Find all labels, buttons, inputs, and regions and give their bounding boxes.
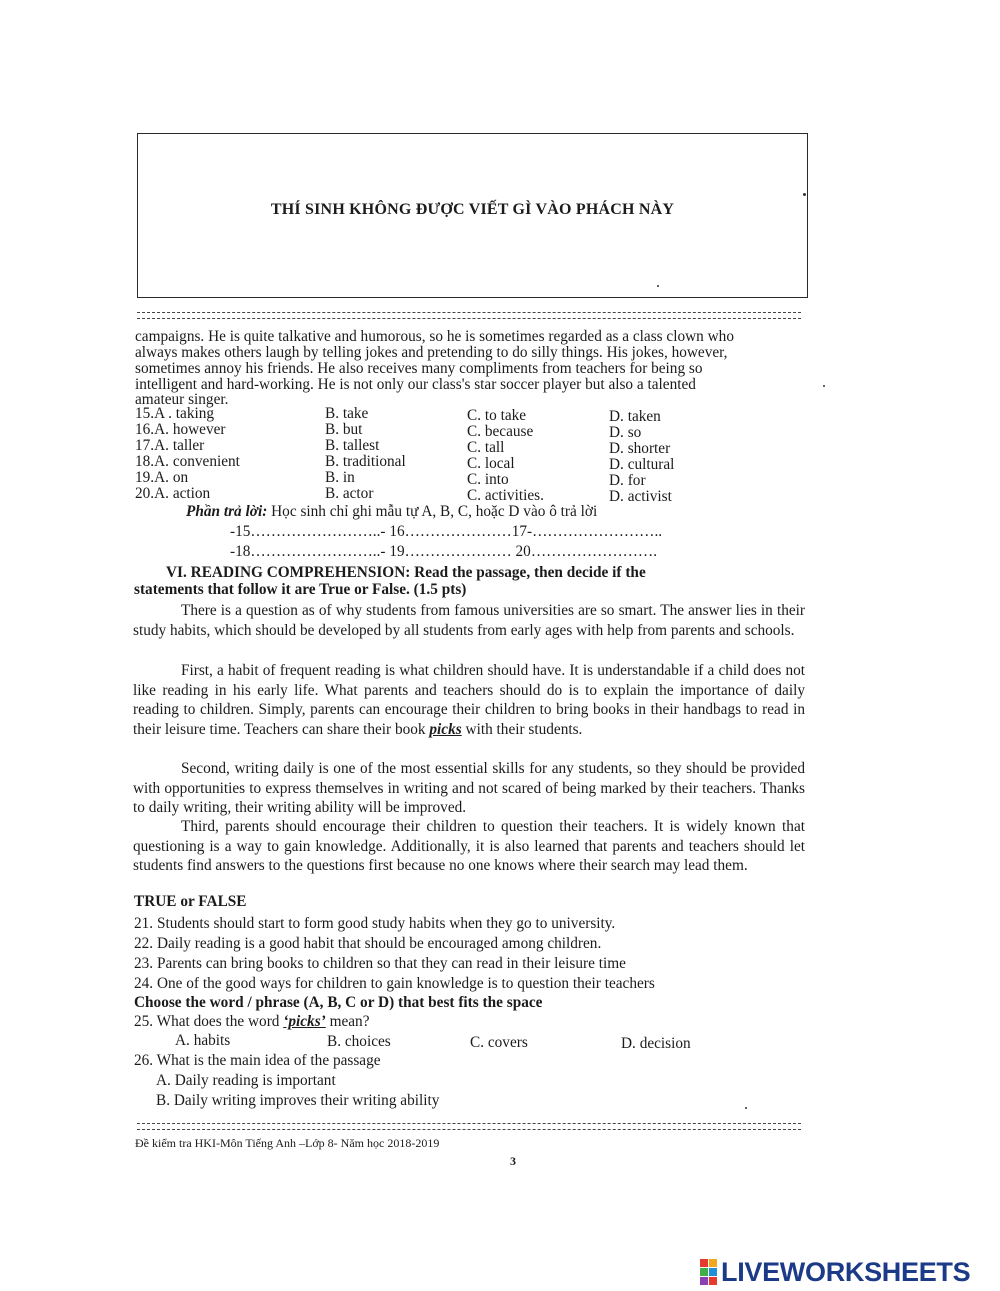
paragraph-text: with their students. [461, 720, 583, 738]
reading-paragraph-2 [133, 661, 805, 739]
tf-statement-22: 22. Daily reading is a good habit that should be encouraged among children. [134, 935, 602, 952]
answer-label: Phần trả lời: [186, 503, 268, 520]
option-b: B. traditional [325, 453, 406, 470]
liveworksheets-brand: LIVEWORKSHEETS [721, 1256, 971, 1287]
scan-speck [803, 193, 806, 196]
option-c: C. because [467, 423, 534, 440]
option-a: 15.A . taking [135, 405, 215, 422]
q26-option-a: A. Daily reading is important [156, 1072, 336, 1089]
logo-square [709, 1268, 717, 1276]
passage-line: always makes others laugh by telling jokes and pretending to do silly things. His jokes, however, [135, 344, 728, 361]
true-false-heading: TRUE or FALSE [134, 893, 247, 910]
logo-square [700, 1259, 708, 1267]
reading-paragraph-4: Third, parents should encourage their children to question their teachers. It is widely known that questioning is a way to gain knowledge. Additionally, it is also learned that parents and teachers should let students find answers to the questions first because no one knows where their search may lead them. [133, 818, 805, 874]
option-d: D. for [609, 472, 646, 489]
q25-option-a: A. habits [175, 1032, 231, 1049]
option-c: C. local [467, 455, 515, 472]
phach-notice: THÍ SINH KHÔNG ĐƯỢC VIẾT GÌ VÀO PHÁCH NÀY [270, 201, 675, 218]
passage-line: campaigns. He is quite talkative and humorous, so he is sometimes regarded as a class clown who [135, 328, 734, 345]
scan-speck [657, 285, 659, 287]
option-b: B. but [325, 421, 363, 438]
scan-speck [823, 385, 825, 387]
reading-heading: VI. READING COMPREHENSION: Read the passage, then decide if the [166, 564, 646, 581]
mc-heading: Choose the word / phrase (A, B, C or D) that best fits the space [134, 994, 543, 1011]
q25-option-c: C. covers [470, 1034, 528, 1051]
q25-option-b: B. choices [327, 1033, 391, 1050]
option-a: 18.A. convenient [135, 453, 240, 470]
question-25-word: ‘picks’ [283, 1013, 326, 1030]
option-c: C. into [467, 471, 509, 488]
passage-line: intelligent and hard-working. He is not only our class's star soccer player but also a talented [135, 376, 696, 393]
passage-line: amateur singer. [135, 391, 229, 408]
paragraph-text: First, a habit of frequent reading is what children should have. It is understandable if a child does not like reading in his early life. What parents and teachers should do is to explain the importance of daily reading to children. Simply, parents can encourage their children to bring books in their handbags to read in their leisure time. Teachers can share their book [133, 662, 805, 738]
option-a: 17.A. taller [135, 437, 205, 454]
answer-instruction-text: Học sinh chỉ ghi mẫu tự A, B, C, hoặc D vào ô trả lời [267, 503, 598, 520]
reading-paragraph-3: Second, writing daily is one of the most essential skills for any students, so they should be provided with opportunities to express themselves in writing and not scared of being marked by their teachers. Thanks to daily writing, their writing ability will be improved. [133, 760, 805, 816]
phach-box [137, 133, 808, 298]
reading-heading-cont: statements that follow it are True or False. (1.5 pts) [134, 581, 467, 598]
option-d: D. activist [609, 488, 672, 505]
option-a: 19.A. on [135, 469, 189, 486]
option-a: 20.A. action [135, 485, 211, 502]
option-a: 16.A. however [135, 421, 226, 438]
scan-speck [745, 1107, 747, 1109]
page-number: 3 [510, 1154, 516, 1168]
liveworksheets-icon [700, 1259, 717, 1285]
passage-line: sometimes annoy his friends. He also receives many compliments from teachers for being so [135, 360, 703, 377]
option-b: B. actor [325, 485, 374, 502]
highlighted-word-picks: picks [429, 720, 462, 738]
option-d: D. cultural [609, 456, 675, 473]
answer-row-15-17[interactable]: -15……………………..- 16…………………17-…………………….. [230, 523, 663, 540]
tf-statement-21: 21. Students should start to form good study habits when they go to university. [134, 915, 616, 932]
option-b: B. tallest [325, 437, 380, 454]
question-25-text: mean? [325, 1013, 370, 1030]
logo-square [709, 1277, 717, 1285]
question-25 [134, 1013, 370, 1031]
liveworksheets-logo [700, 1257, 970, 1287]
option-b: B. in [325, 469, 355, 486]
option-d: D. taken [609, 408, 661, 425]
answer-instruction [186, 503, 597, 521]
tf-statement-23: 23. Parents can bring books to children so that they can read in their leisure time [134, 955, 626, 972]
option-b: B. take [325, 405, 369, 422]
top-double-rule [137, 312, 801, 319]
reading-paragraph-1: There is a question as of why students from famous universities are so smart. The answer lies in their study habits, which should be developed by all students from early ages with help from parents and schools. [133, 602, 805, 639]
answer-row-18-20[interactable]: -18……………………..- 19………………… 20……………………. [230, 543, 658, 560]
option-c: C. to take [467, 407, 527, 424]
option-c: C. tall [467, 439, 505, 456]
logo-square [700, 1277, 708, 1285]
logo-square [700, 1268, 708, 1276]
question-26: 26. What is the main idea of the passage [134, 1052, 381, 1069]
q25-option-d: D. decision [621, 1035, 691, 1052]
q26-option-b: B. Daily writing improves their writing ability [156, 1092, 440, 1109]
logo-square [709, 1259, 717, 1267]
option-c: C. activities. [467, 487, 544, 504]
option-d: D. so [609, 424, 642, 441]
option-d: D. shorter [609, 440, 671, 457]
question-25-text: 25. What does the word [134, 1013, 284, 1030]
bottom-double-rule [137, 1123, 801, 1130]
footer-text: Đề kiểm tra HKI-Môn Tiếng Anh –Lớp 8- Năm học 2018-2019 [135, 1136, 440, 1150]
tf-statement-24: 24. One of the good ways for children to gain knowledge is to question their teachers [134, 975, 655, 992]
